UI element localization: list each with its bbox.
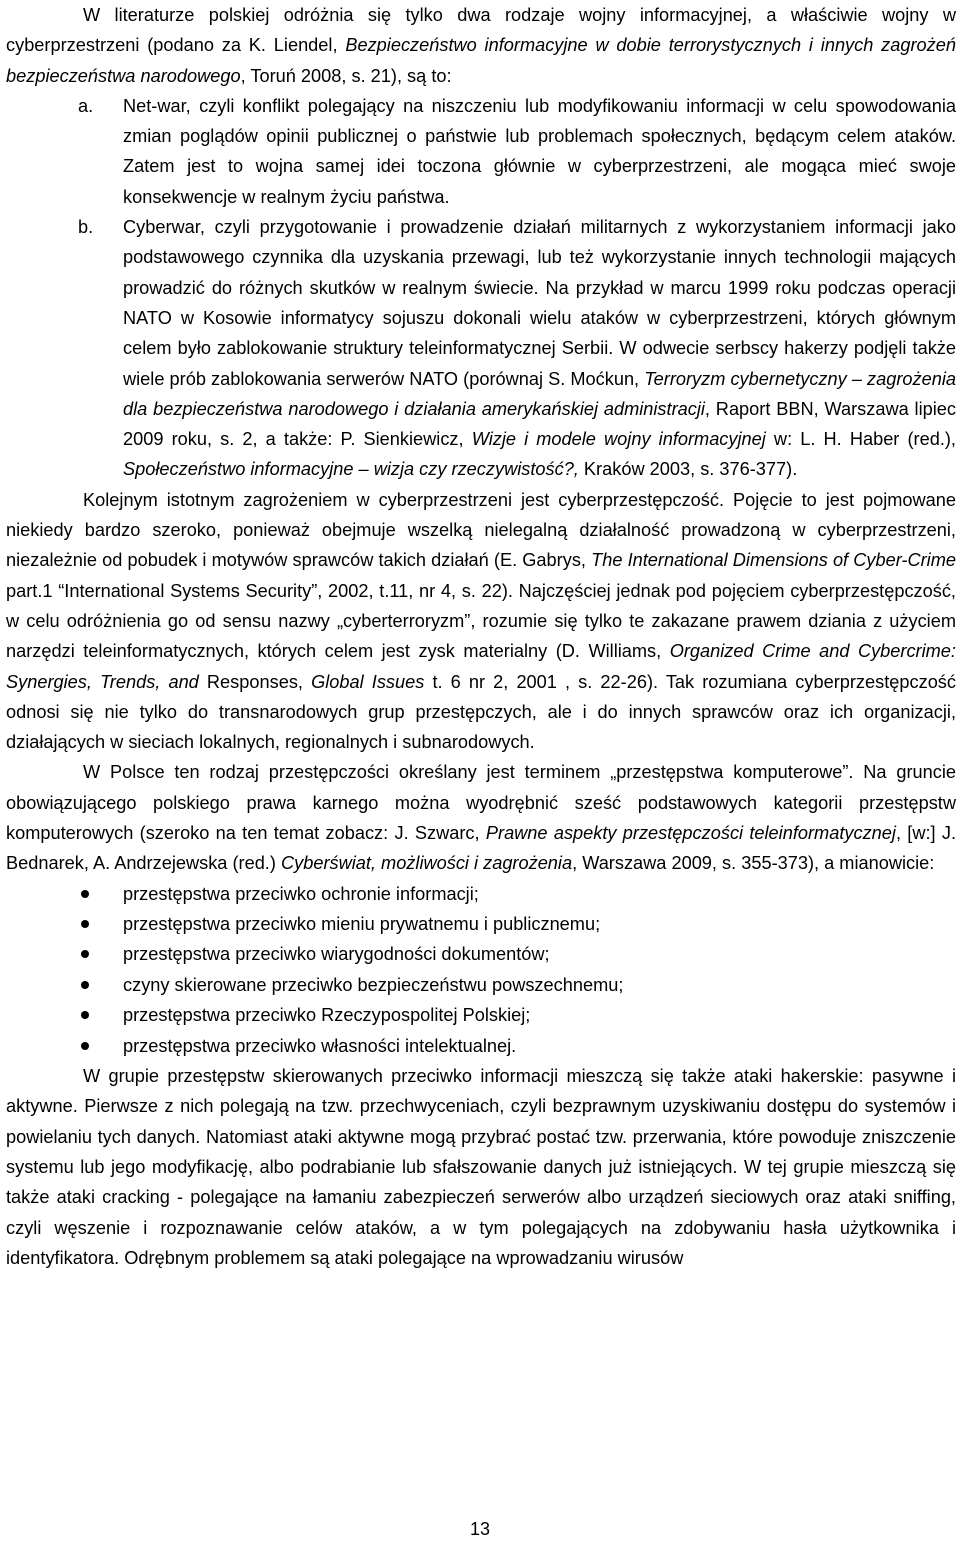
- intro-title: Bezpieczeństwo informacyjne w dobie terrorystycznych i innych zagrożeń bezpieczeństwa narodowego: [6, 35, 956, 86]
- para4-text: W grupie przestępstw skierowanych przeciwko informacji mieszczą się także ataki hakerskie: pasywne i aktywne. Pierwsze z nich polegają na tzw. przechwyceniach, czyli bezprawnym uzyskiwaniu dostępu do systemów i powielaniu tych danych. Natomiast ataki aktywne mogą przybrać postać tzw. przerwania, które powoduje zniszczenie systemu lub jego modyfikację, albo podrabianie lub sfałszowanie danych już istniejących. W tej grupie mieszczą się także ataki cracking - polegające na łamaniu zabezpieczeń serwerów albo urządzeń sieciowych oraz ataki sniffing, czyli węszenie i rozpoznawanie celów ataków, a w tym polegających na zdobywaniu hasła użytkownika i identyfikatora. Odrębnym problemem są ataki polegające na wprowadzaniu wirusów: [6, 1066, 956, 1268]
- bullet-item: [6, 970, 956, 1000]
- bullet-text: przestępstwa przeciwko mieniu prywatnemu i publicznemu;: [123, 914, 601, 935]
- item-b-title-1: Terroryzm cybernetyczny – zagrożenia dla bezpieczeństwa narodowego i działania amerykańskiej administracji: [123, 368, 956, 419]
- document-page: [6, 0, 956, 1273]
- bullet-icon: [81, 1011, 89, 1019]
- bullet-text: przestępstwa przeciwko własności intelektualnej.: [123, 1035, 517, 1056]
- item-b-text-7: Kraków 2003, s. 376-377).: [578, 459, 798, 480]
- crime-categories-list: [6, 879, 956, 1061]
- bullet-text: czyny skierowane przeciwko bezpieczeństwu powszechnemu;: [123, 974, 624, 995]
- bullet-icon: [81, 920, 89, 928]
- list-item-b: [6, 212, 956, 485]
- bullet-item: [6, 939, 956, 969]
- bullet-item: [6, 879, 956, 909]
- para2-text-1: Kolejnym istotnym zagrożeniem w cyberprzestrzeni jest cyberprzestępczość. Pojęcie to jest pojmowane niekiedy bardzo szeroko, ponieważ obejmuje wszelką nielegalną działalność prowadzoną w cyberprzestrzeni, niezależnie od pobudek i motywów sprawców takich działań (E. Gabrys,: [6, 489, 956, 571]
- cybercrime-paragraph: [6, 485, 956, 758]
- intro-paragraph: [6, 0, 956, 91]
- bullet-icon: [81, 950, 89, 958]
- para3-text-1: W Polsce ten rodzaj przestępczości określany jest terminem „przestępstwa komputerowe”. Na gruncie obowiązującego polskiego prawa karnego można wyodrębnić sześć podstawowych kategorii przestępstw komputerowych (szeroko na ten temat zobacz: J. Szwarc,: [6, 762, 956, 844]
- bullet-icon: [81, 981, 89, 989]
- bullet-icon: [81, 890, 89, 898]
- item-b-text-1: Cyberwar, czyli przygotowanie i prowadzenie działań militarnych z wykorzystaniem informacji jako podstawowego czynnika dla uzyskania przewagi, lub też wykorzystanie innych technologii mających prowadzić do różnych skutków w realnym świecie. Na przykład w marcu 1999 roku podczas operacji NATO w Kosowie informatycy sojuszu dokonali wielu ataków w cyberprzestrzeni, których głównym celem było zablokowanie struktury teleinformatycznej Serbii. W odwecie serbscy hakerzy podjęli także wiele prób zablokowania serwerów NATO (porównaj S. Moćkun,: [123, 217, 956, 389]
- item-b-title-2: Wizje i modele wojny informacyjnej: [471, 429, 766, 450]
- item-b-text-3: , Raport BBN, Warszawa lipiec 2009 roku, s. 2, a także: P. Sienkiewicz,: [123, 398, 956, 450]
- para3-text-5: , Warszawa 2009, s. 355-373), a mianowicie:: [572, 853, 935, 874]
- intro-text-3: , Toruń 2008, s. 21), są to:: [240, 65, 452, 86]
- list-marker-b: b.: [78, 217, 94, 238]
- hacker-attacks-paragraph: [6, 1061, 956, 1273]
- para3-text-3: , [w:] J. Bednarek, A. Andrzejewska (red.): [6, 823, 956, 874]
- bullet-item: [6, 1000, 956, 1030]
- para3-title-2: Cyberświat, możliwości i zagrożenia: [280, 853, 573, 874]
- intro-text-1: W literaturze polskiej odróżnia się tylko dwa rodzaje wojny informacyjnej, a właściwie wojny w cyberprzestrzeni (podano za K. Liendel,: [6, 5, 956, 56]
- para2-title-2: Organized Crime and Cybercrime: Synergies, Trends, and: [6, 641, 956, 692]
- bullet-item: [6, 909, 956, 939]
- bullet-text: przestępstwa przeciwko wiarygodności dokumentów;: [123, 944, 550, 965]
- computer-crimes-paragraph: [6, 757, 956, 878]
- bullet-text: przestępstwa przeciwko Rzeczypospolitej Polskiej;: [123, 1005, 531, 1026]
- page-number: 13: [469, 1519, 491, 1539]
- bullet-icon: [81, 1042, 89, 1050]
- para2-text-5: Responses,: [198, 671, 312, 692]
- para2-text-7: t. 6 nr 2, 2001 , s. 22-26). Tak rozumiana cyberprzestępczość odnosi się nie tylko do transnarodowych grup przestępczych, ale i do innych sprawców oraz ich organizacji, działających w sieciach lokalnych, regionalnych i subnarodowych.: [6, 671, 956, 753]
- bullet-item: [6, 1031, 956, 1061]
- para3-title-1: Prawne aspekty przestępczości teleinformatycznej: [485, 823, 896, 844]
- item-a-text: Net-war, czyli konflikt polegający na niszczeniu lub modyfikowaniu informacji w celu spowodowania zmian poglądów opinii publicznej o państwie lub problemach społecznych, będącym celem ataków. Zatem jest to wojna samej idei toczona głównie w cyberprzestrzeni, ale mogąca mieć swoje konsekwencje w realnym życiu państwa.: [123, 95, 956, 207]
- list-marker-a: a.: [78, 95, 94, 116]
- list-item-a: [6, 91, 956, 212]
- item-b-title-3: Społeczeństwo informacyjne – wizja czy rzeczywistość?,: [123, 459, 579, 480]
- war-types-list: [6, 91, 956, 485]
- para2-title-1: The International Dimensions of Cyber-Crime: [591, 550, 956, 571]
- para2-title-3: Global Issues: [311, 671, 425, 692]
- bullet-text: przestępstwa przeciwko ochronie informacji;: [123, 883, 479, 904]
- item-b-text-5: w: L. H. Haber (red.),: [765, 429, 956, 450]
- para2-text-3: part.1 “International Systems Security”, 2002, t.11, nr 4, s. 22). Najczęściej jednak pod pojęciem cyberprzestępczość, w celu odróżnienia go od sensu nazwy „cyberterroryzm”, rozumie się tylko te zakazane prawem dziania z użyciem narzędzi teleinformatycznych, których celem jest zysk materialny (D. Williams,: [6, 580, 956, 662]
